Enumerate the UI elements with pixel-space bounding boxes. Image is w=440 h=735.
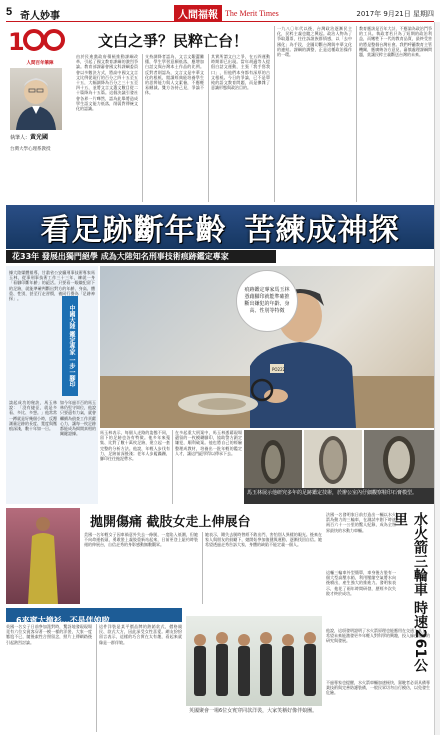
group-photo-icon <box>186 616 322 706</box>
svg-text:1: 1 <box>8 28 25 56</box>
column-body-3: 其實所謂文白之爭，在五四運動時期即已出現。當年胡適等人提倡白話文運動，主張「我手寫我口」，但他們本身都有深厚的古文根柢。今日的爭論，已不是單純的語文教育問題，而是摻雜了意識形態與政治目的。 <box>208 54 270 202</box>
column-body-1: 由於民進黨政府積極推動課綱改革，引起了國文教育課綱的激烈爭論。教育部課審會國文科課綱委員會以多數決方式，將高中國文文言文比例從現行的百分之四十五至五十五，大幅調降為百分之三十五至四十五，並將文言文選文數目從二十篇降為十五篇。這個決議引發社會各界一片嘩然，認為此舉將造成學生語文能力低落，削弱對傳統文化的認識。 <box>76 54 138 112</box>
feature-title-right: 苦練成神探 <box>244 213 400 248</box>
same-dress-body-1: 英國一名女子日前參加派對時，驚訝地發現現場竟有六位女賓客穿著一模一樣的洋裝，大家一度尷尬不已，隨後索性合照留念，照片上傳網路後引起熱烈討論。 <box>6 624 92 645</box>
right-sidebar <box>434 22 440 735</box>
same-dress-photo <box>186 616 322 728</box>
footprint-icon <box>244 430 302 488</box>
section-name: 奇人妙事 <box>20 11 60 22</box>
feature-body-4: 談起成功的秘訣，馬玉林說：「沒有捷徑，就是多看、多比、多想。」他常常一蹲就是好幾個小時，反覆測量足跡的長度、寬度與壓痕深淺，數十年如一日。 <box>9 400 57 432</box>
logo-subtitle: 人間百年筆陣 <box>26 61 54 66</box>
footprint-photo-2 <box>304 430 362 488</box>
column-title: 文白之爭？民粹亡台！ <box>98 32 249 50</box>
author-photo <box>10 68 62 130</box>
same-dress-title: 6來賓大撞衫…不是伴娘啦 <box>16 616 110 625</box>
column-body-5: 教育應該是百年大計，不應淪為政治鬥爭的工具。執政者若只為了短期的政治利益，而犧牲下一代的教育品質，最終受害的將是整個台灣社會。我們呼籲教育主管機關，應廣納各方意見，審慎處理課綱問題，莫讓民粹主義斷送台灣的未來。 <box>356 26 432 202</box>
rocket-body-2: 這輛三輪車外型簡單，車身後方裝有一個大型高壓水箱，利用壓縮空氣將水向後噴出，產生強大的推進力。發明家表示，他花了兩年時間研發，歷經多次失敗才終於成功。 <box>326 570 396 596</box>
author-portrait-icon <box>10 68 62 130</box>
masthead-en: The Merit Times <box>225 9 279 18</box>
rocket-body-4: 不過專家也提醒，水火箭車輛加速極快，駕駛者必須具備專業技術與完善防護裝備，一般民眾切勿自行模仿，以免發生危險。 <box>326 680 430 696</box>
same-dress-body-2: 這件洋裝是某平價品牌的熱銷款式，價格親民、款式大方，因此深受女性喜愛。網友紛紛留言表示，這樣的巧合實在太有趣，看起來就像是一群伴娘。 <box>96 624 182 732</box>
badge-number: PO222 <box>272 367 286 372</box>
feature-banner <box>6 205 434 249</box>
column-logo <box>8 26 72 64</box>
feature-body-3: 在多起重大刑案中，馬玉林憑藉現場遺留的一枚模糊腳印，協助警方鎖定嫌犯，順利破案。他也將自己的經驗整理成教材，培養出一批年輕的鑑定人才，讓這門絕學得以傳承下去。 <box>172 430 242 504</box>
feature-title-left: 看足跡斷年齡 <box>40 213 227 248</box>
amputee-body-1: 美國一名年輕女子因車禍意外失去一條腿，一度陷入低潮，但她不向命運低頭，勇敢裝上義肢重新站起來，日前更登上紐約時裝週的伸展台，自信走秀的身影感動無數觀眾。 <box>84 532 198 548</box>
column-body-2: 支持調降者認為，文言文艱澀難懂，學生學習意願低落，應增加白話文與台灣本土作品的比例。反對者則認為，文言文是中華文化的根柢，閱讀經典能培養學生的思辨能力與人文素養，不應輕易刪減。雙方各持己見，爭論不休。 <box>142 54 204 202</box>
author-name: 黃光國 <box>30 134 49 141</box>
feature-body-2: 馬玉林表示，每個人走路的姿態不同，留下的足跡也各有特徵。他多年來蒐集、比對了數十萬枚足跡，建立起一套完整的分析方法。他說，年輕人步伐有力，足跡前深後淺；老年人步履蹣跚，腳印往往拖泥帶水。 <box>100 430 170 462</box>
feature-subtitle: 花33年 發展出獨門絕學 成為大陸知名刑事技術痕跡鑑定專家 <box>6 250 276 263</box>
amputee-body-2: 她表示，剛失去腿時曾經不敢出門，害怕別人異樣的眼光。後來在家人與朋友的鼓勵下，她開始參加復健與運動，逐漸找回自信。她希望透過走秀告訴大家，身體的缺陷不能定義一個人。 <box>202 532 322 604</box>
feature-body-5: 如今年過半百的馬玉林仍堅守崗位，他說只要還有力氣，就會繼續為偵查工作貢獻心力，讓每一枚足跡都能成為揭開真相的關鍵證據。 <box>60 400 96 437</box>
hundred-years-logo <box>8 26 72 56</box>
shoe-print-icon <box>304 430 362 488</box>
model-figure-icon <box>6 508 80 604</box>
masthead <box>174 5 279 22</box>
author-title: 台灣大學心理系教授 <box>10 147 51 152</box>
feature-body-1: 據大陸媒體報導，甘肅省公安廳刑事技術專家馬玉林，從事刑事技術工作三十三年，練就一身「看腳印斷年齡」的絕活。只要看一眼嫌犯留下的足跡，就能準確判斷出對方的年齡、身高、體重、性別，甚至行走習慣，被同行譽為「足跡神探」。 <box>9 270 95 302</box>
issue-date: 2017年 9月21日 星期四 <box>356 10 434 18</box>
author-byline <box>10 132 70 141</box>
column-section <box>6 24 434 204</box>
page-header <box>6 4 434 22</box>
page-number: 5 <box>6 6 13 18</box>
feature-photo-caption: 馬玉林展示他研究多年的足跡鑑定技術，於辦公室內仔細觀察鞋印石膏模型。 <box>244 488 434 504</box>
rocket-title: 水火箭三輪車 時速261公里 <box>392 512 428 673</box>
author-role: 執筆人： <box>10 135 31 141</box>
amputee-photo <box>6 508 80 604</box>
feature-side-label: 中國大陸 鑑定專家 一步一腳印 <box>62 296 78 396</box>
feature-main-photo <box>100 266 434 428</box>
same-dress-caption: 英國聚會一場6位女賓穿同款洋裝，大家笑稱好像伴娘團。 <box>186 706 322 728</box>
footprint-photo-3 <box>364 430 434 488</box>
sole-cast-icon <box>364 430 434 488</box>
amputee-title: 拋開傷痛 截肢女走上伸展台 <box>90 515 251 530</box>
footprint-photo-1 <box>244 430 302 488</box>
same-dress-banner <box>6 608 182 625</box>
column-body-4: 一九八〇年代以後，台灣政治逐漸民主化，民粹主義也隨之興起。政治人物為了爭取選票，往往訴諸族群情感，以「去中國化」為手段，企圖切斷台灣與中華文化的連結。課綱的調整，正是這種政治操作的一環。 <box>274 26 352 202</box>
masthead-title: 人間福報 <box>174 5 222 22</box>
feature-quote-bubble: 痕跡鑑定專家馬玉林憑藉腳印就能準確推斷出嫌犯的年齡、身高、性別等特徵 <box>236 270 298 332</box>
rocket-body-1: 法國一名發明家日前打造出一輛以水火箭為動力的三輪車，在測試中創下時速兩百六十一公里的驚人紀錄，成為全世界最快的水動力車輛。 <box>326 512 396 533</box>
rocket-body-3: 他說，這項發明證明了水火箭原理也能應用在交通工具上，希望未來能激發更多年輕人對科學的興趣，投入綠色能源的研究與發展。 <box>326 628 430 644</box>
